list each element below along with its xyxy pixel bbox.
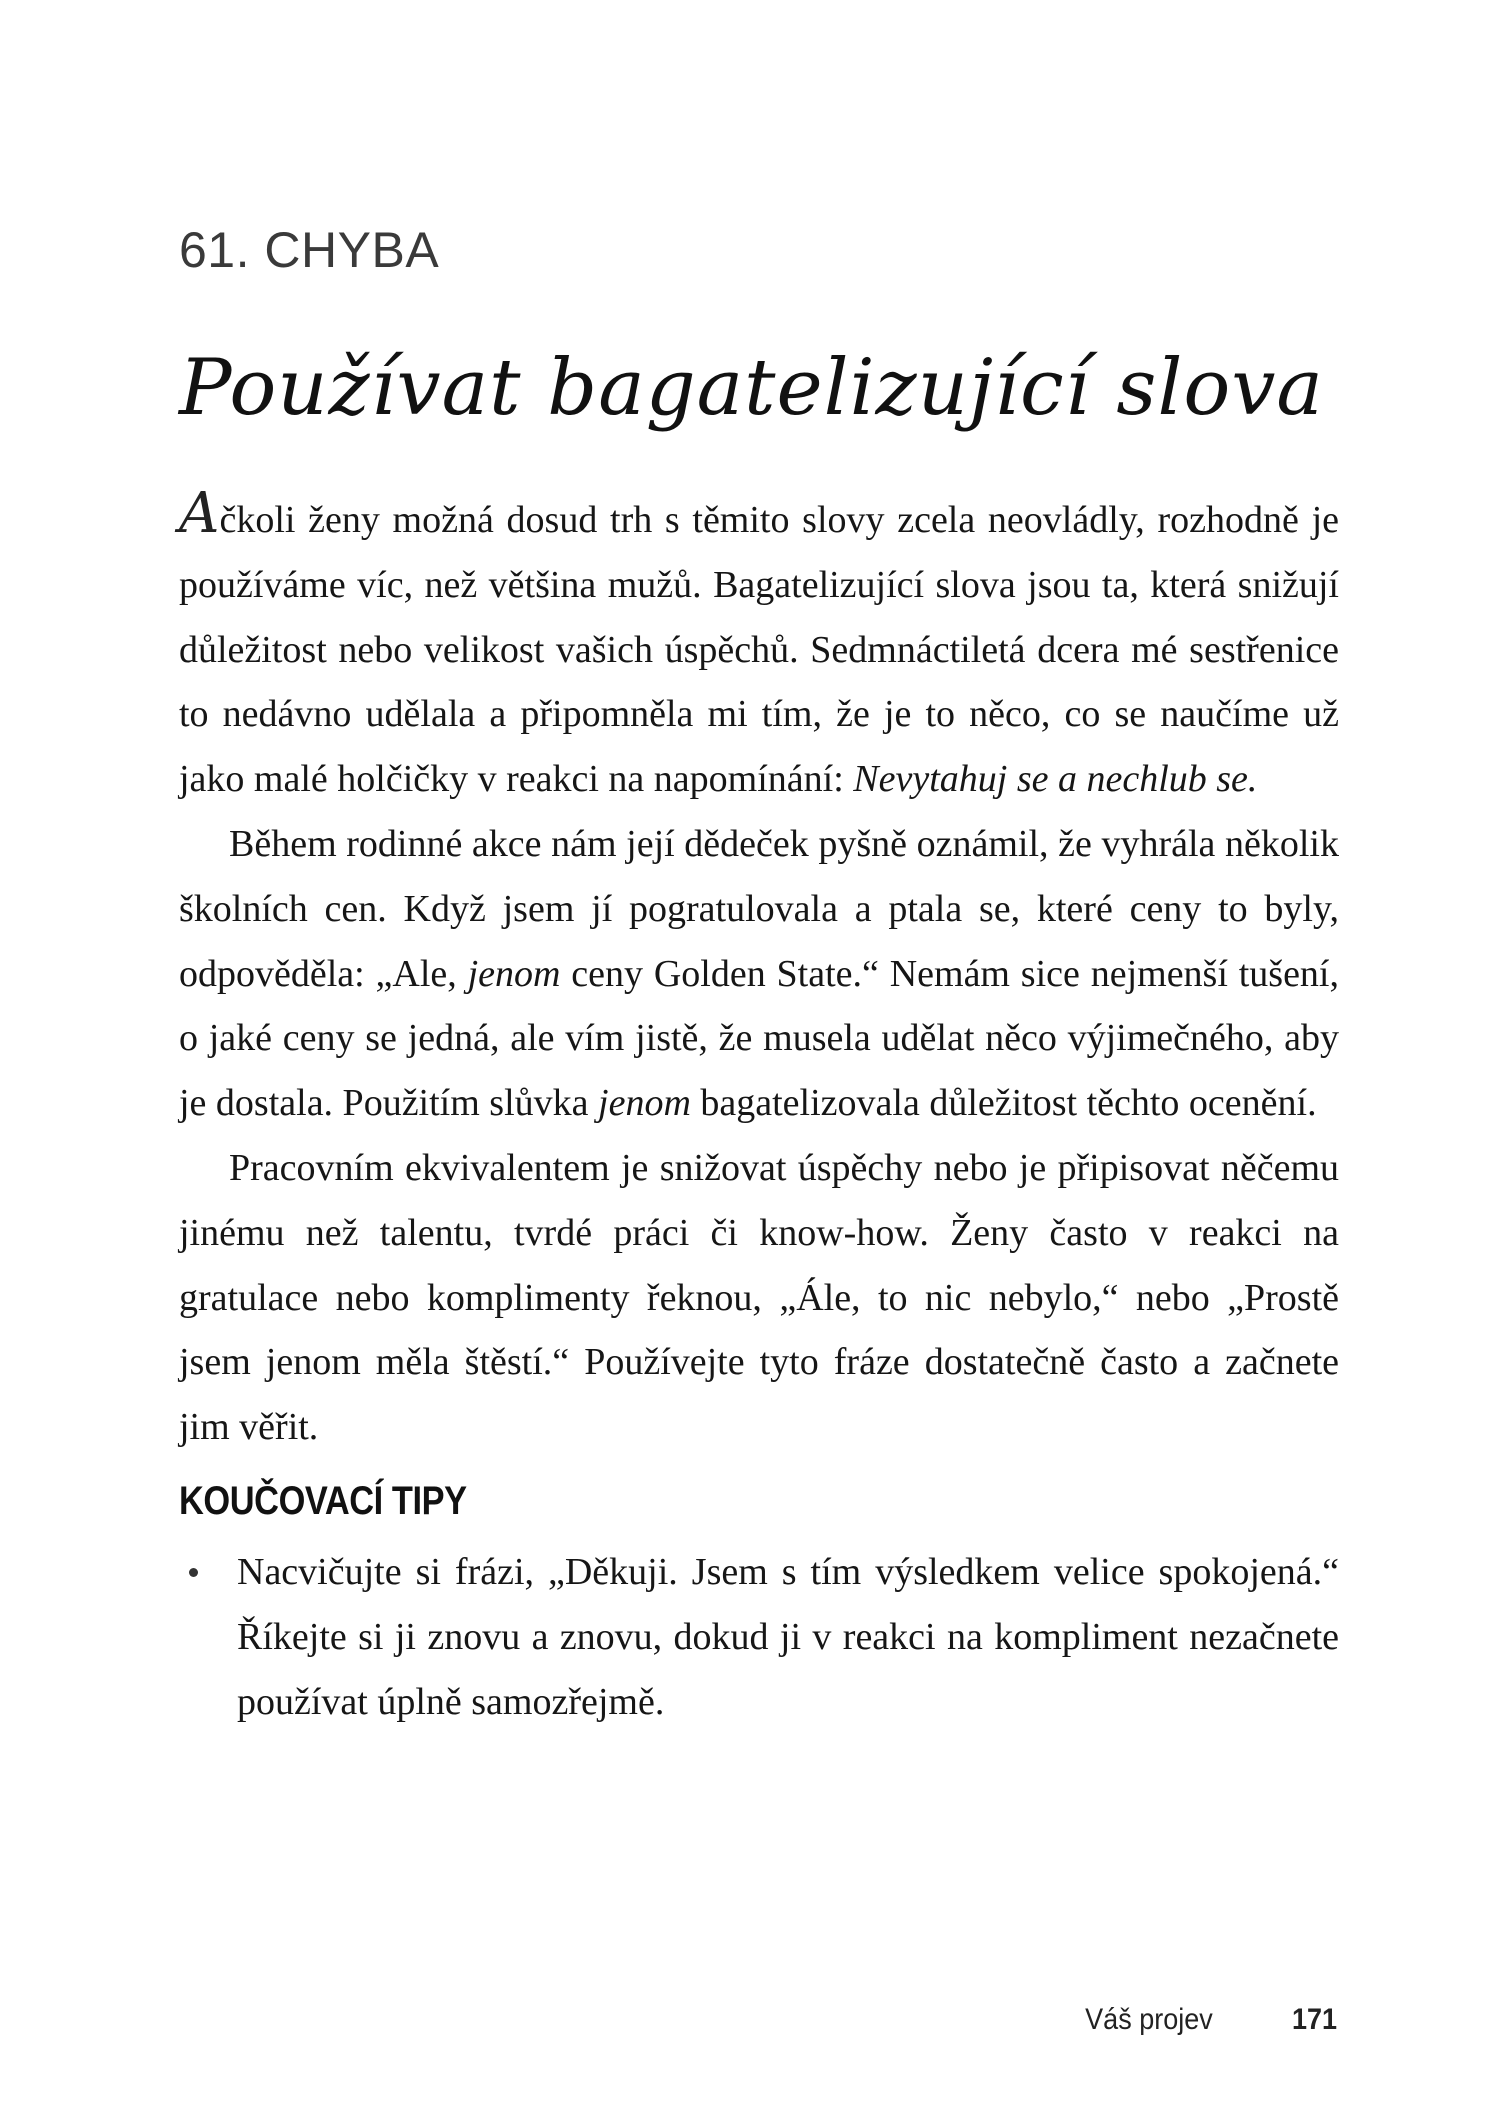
list-item [179,1540,1339,1734]
tips-list [179,1540,1339,1734]
chapter-title: Používat bagatelizující slova [179,343,1324,433]
tip-text: Nacvičujte si frázi, „Děkuji. Jsem s tím výsledkem velice spokojená.“ Říkejte si ji znovu a znovu, dokud ji v reakci na kompliment nezačnete používat úplně samozřejmě. [237,1551,1339,1723]
body-text [179,481,1339,1460]
page-number: 171 [1291,2003,1337,2036]
paragraph-3: Pracovním ekvivalentem je snižovat úspěchy nebo je připisovat něčemu jinému než talentu, tvrdé práci či know-how. Ženy často v reakci na gratulace nebo komplimenty řeknou, „Ále, to nic nebylo,“ nebo „Prostě jsem jenom měla štěstí.“ Používejte tyto fráze dostatečně často a začnete jim věřit. [179,1146,1339,1449]
section-heading: KOUČOVACÍ TIPY [179,1479,467,1523]
paragraph-1 [179,481,1339,812]
paragraph-1-text: čkoli ženy možná dosud trh s těmito slovy zcela neovládly, rozhodně je používáme víc, než většina mužů. Bagatelizující slova jsou ta, která snižují důležitost nebo velikost vašich úspěchů. Sedmnáctiletá dcera mé sestřenice to nedávno udělala a připomněla mi tím, že je to něco, co se naučíme už jako malé holčičky v reakci na napomínání: [179,499,1339,801]
drop-cap: A [179,481,220,546]
paragraph-2-text-b: ceny Golden State.“ Nemám sice nejmenší tušení, o jaké ceny se jedná, ale vím jistě, že musela udělat něco výjimečného, aby je dostala. Použitím slůvka [179,952,1339,1125]
chapter-number: 61. CHYBA [179,222,440,278]
paragraph-2-text-a: Během rodinné akce nám její dědeček pyšně oznámil, že vyhrála několik školních cen. Když jsem jí pogratulovala a ptala se, které ceny to byly, odpověděla: „Ale, [179,822,1339,995]
paragraph-2-italic-2: jenom [598,1082,691,1125]
bullet-icon [189,1568,198,1577]
page-footer [0,2000,1500,2040]
paragraph-2-text-c: bagatelizovala důležitost těchto ocenění. [690,1082,1317,1125]
paragraph-1-italic: Nevytahuj se a nechlub se. [853,758,1258,801]
paragraph-2-italic-1: jenom [467,952,561,995]
paragraph-2 [179,812,1339,1136]
running-title: Váš projev [1085,2003,1213,2036]
